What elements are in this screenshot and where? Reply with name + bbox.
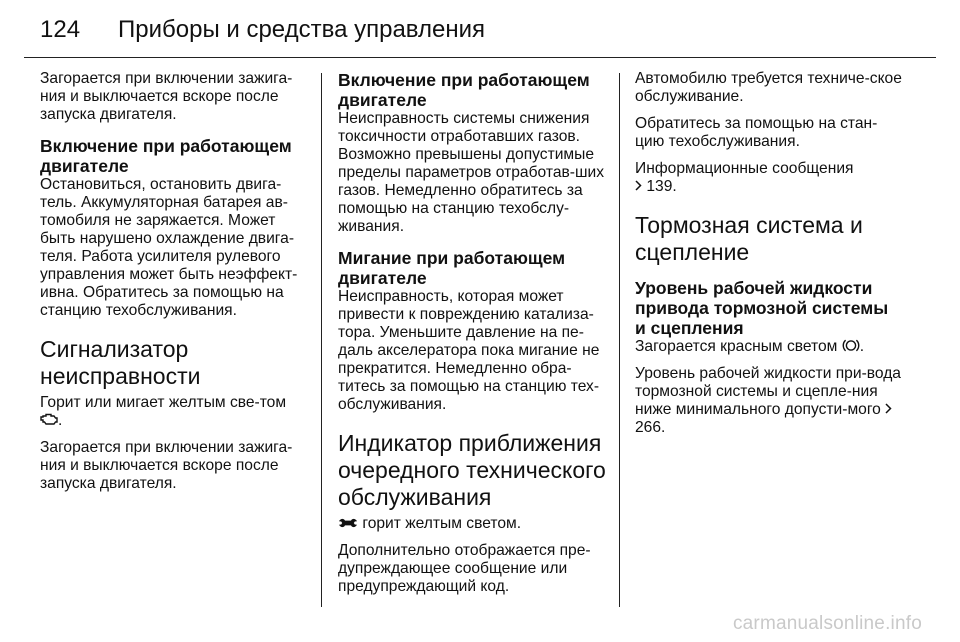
page-reference-arrow-icon [635, 180, 642, 191]
column-1 [40, 70, 308, 502]
engine-check-icon [40, 413, 58, 426]
section-heading: Индикатор приближения очередного технического обслуживания [338, 430, 606, 510]
wrench-icon [338, 517, 358, 529]
column-3 [635, 70, 903, 446]
subheading: Уровень рабочей жидкости привода тормозной системы и сцепления [635, 278, 889, 338]
brake-warning-icon [842, 338, 860, 353]
paragraph: Загорается красным светом . [635, 338, 865, 355]
subheading: Мигание при работающем двигателе [338, 248, 566, 288]
paragraph: Обратитесь за помощью на стан-цию техобслуживания. [635, 115, 878, 150]
subheading: Включение при работающем двигателе [40, 136, 292, 176]
paragraph: горит желтым светом. [338, 515, 606, 533]
paragraph: Информационные сообщения 139. [635, 160, 854, 195]
section-heading: Сигнализатор неисправности [40, 336, 201, 389]
page-title: Приборы и средства управления [118, 16, 485, 43]
paragraph: Уровень рабочей жидкости при-вода тормозной системы и сцепле-ния ниже минимального допусти-мого 266. [635, 365, 901, 436]
paragraph: Загорается при включении зажига-ния и выключается вскоре после запуска двигателя. [40, 70, 293, 123]
page-reference-arrow-icon [885, 403, 892, 414]
paragraph: Дополнительно отображается пре-дупреждающее сообщение или предупреждающий код. [338, 542, 591, 595]
column-divider [321, 73, 322, 607]
paragraph: Неисправность системы снижения токсичности отработавших газов. Возможно превышены допустимые пределы параметров отработав-ших газов. Немедленно обратитесь за помощью на станцию техобслу-живания. [338, 110, 604, 235]
subheading: Включение при работающем двигателе [338, 70, 590, 110]
column-divider [619, 73, 620, 607]
page-number: 124 [40, 16, 81, 43]
section-heading: Тормозная система и сцепление [635, 212, 863, 265]
paragraph: Автомобилю требуется техниче-ское обслуживание. [635, 70, 902, 105]
paragraph: Загорается при включении зажига-ния и выключается вскоре после запуска двигателя. [40, 439, 293, 492]
watermark: carmanualsonline.info [732, 613, 922, 634]
column-2 [338, 70, 606, 605]
header-rule [24, 57, 936, 58]
page-header [40, 14, 920, 46]
paragraph: Неисправность, которая может привести к повреждению катализа-тора. Уменьшите давление на пе-даль акселератора пока мигание не прекратится. Немедленно обра-титесь за помощью на станцию тех-обслуживания. [338, 288, 600, 413]
paragraph: Горит или мигает желтым све-том . [40, 394, 287, 429]
paragraph: Остановиться, остановить двига-тель. Аккумуляторная батарея ав-томобиля не заряжается. Может быть нарушено охлаждение двига-теля. Работа усилителя рулевого управления может быть неэффект-ивна. Обратитесь за помощью на станцию техобслуживания. [40, 176, 298, 319]
